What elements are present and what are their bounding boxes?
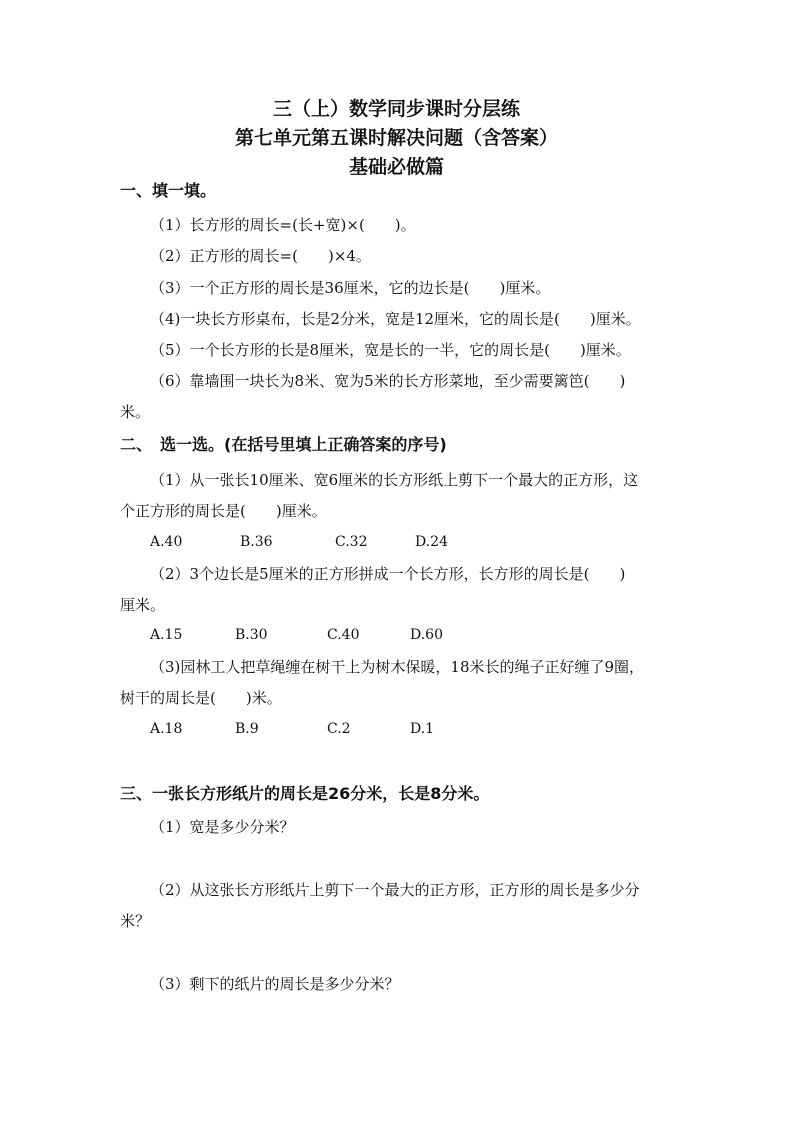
choice-3-option-c: C.2 bbox=[327, 721, 351, 737]
fill-question-5: （5）一个长方形的长是8厘米，宽是长的一半，它的周长是( )厘米。 bbox=[150, 341, 631, 359]
fill-question-6-line-2: 米。 bbox=[120, 403, 151, 421]
choice-question-3-line-1: （3)园林工人把草绳缠在树干上为树木保暖，18米长的绳子正好缠了9圈， bbox=[150, 658, 645, 676]
fill-question-3: （3）一个正方形的周长是36厘米，它的边长是( )厘米。 bbox=[150, 279, 551, 297]
choice-3-option-b: B.9 bbox=[235, 721, 259, 737]
fill-question-6-line-1: （6）靠墙围一块长为8米、宽为5米的长方形菜地，至少需要篱笆( ) bbox=[150, 372, 626, 390]
choice-1-option-d: D.24 bbox=[415, 534, 448, 550]
fill-question-1: （1）长方形的周长=(长+宽)×( )。 bbox=[150, 216, 416, 234]
choice-1-option-a: A.40 bbox=[150, 534, 183, 550]
section-2-heading: 二、 选一选。(在括号里填上正确答案的序号) bbox=[120, 435, 447, 454]
section-3-heading: 三、一张长方形纸片的周长是26分米，长是8分米。 bbox=[120, 784, 490, 803]
word-question-3: （3）剩下的纸片的周长是多少分米？ bbox=[150, 975, 400, 993]
choice-2-option-c: C.40 bbox=[327, 627, 360, 643]
title-line-3: 基础必做篇 bbox=[348, 156, 444, 178]
word-question-2-line-1: （2）从这张长方形纸片上剪下一个最大的正方形，正方形的周长是多少分 bbox=[150, 881, 640, 899]
title-line-1: 三（上）数学同步课时分层练 bbox=[272, 98, 520, 120]
choice-question-2-line-2: 厘米。 bbox=[120, 596, 166, 614]
choice-2-option-a: A.15 bbox=[150, 627, 183, 643]
section-1-heading: 一、填一填。 bbox=[120, 181, 217, 200]
title-line-2: 第七单元第五课时解决问题（含答案） bbox=[234, 127, 558, 149]
fill-question-4: （4)一块长方形桌布，长是2分米，宽是12厘米，它的周长是( )厘米。 bbox=[150, 310, 641, 328]
choice-1-option-b: B.36 bbox=[240, 534, 273, 550]
choice-1-option-c: C.32 bbox=[335, 534, 368, 550]
choice-question-1-line-1: （1）从一张长10厘米、宽6厘米的长方形纸上剪下一个最大的正方形，这 bbox=[150, 471, 639, 489]
fill-question-2: （2）正方形的周长=( )×4。 bbox=[150, 247, 371, 265]
word-question-2-line-2: 米？ bbox=[120, 912, 151, 930]
choice-3-option-a: A.18 bbox=[150, 721, 183, 737]
choice-2-option-b: B.30 bbox=[235, 627, 268, 643]
choice-question-3-line-2: 树干的周长是( )米。 bbox=[120, 689, 282, 707]
word-question-1: （1）宽是多少分米？ bbox=[150, 818, 295, 836]
choice-question-1-line-2: 个正方形的周长是( )厘米。 bbox=[120, 502, 327, 520]
choice-3-option-d: D.1 bbox=[410, 721, 435, 737]
choice-question-2-line-1: （2）3个边长是5厘米的正方形拼成一个长方形，长方形的周长是( ) bbox=[150, 565, 626, 583]
choice-2-option-d: D.60 bbox=[410, 627, 443, 643]
